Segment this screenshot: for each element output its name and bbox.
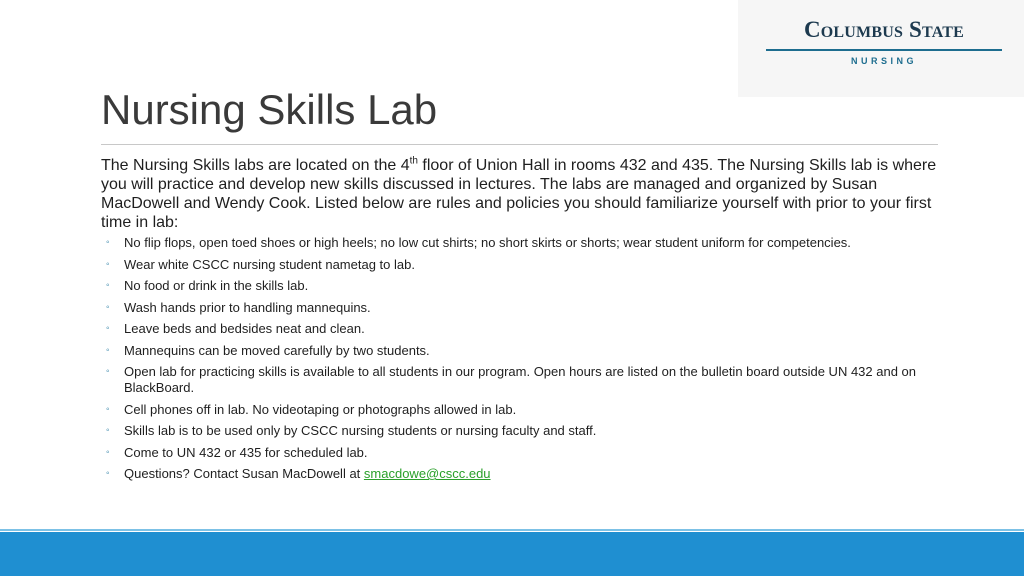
bullet-icon: ◦ (106, 237, 110, 248)
rule-text: No food or drink in the skills lab. (124, 278, 309, 293)
bullet-icon: ◦ (106, 323, 110, 334)
bullet-icon: ◦ (106, 468, 110, 479)
rule-text: Wear white CSCC nursing student nametag to lab. (124, 256, 415, 272)
rule-text: Leave beds and bedsides neat and clean. (124, 321, 365, 336)
list-item (106, 256, 951, 273)
list-item (106, 278, 951, 294)
bullet-icon: ◦ (106, 446, 110, 458)
rule-text: No flip flops, open toed shoes or high heels; no low cut shirts; no short skirts or shorts; wear student uniform for competencies. (124, 235, 851, 250)
title-divider (101, 144, 938, 145)
contact-email-link[interactable]: smacdowe@cscc.edu (363, 466, 491, 481)
slide-title: Nursing Skills Lab (101, 86, 438, 133)
rule-text: Wash hands prior to handling mannequins. (124, 299, 371, 315)
rule-text: Open lab for practicing skills is available to all students in our program. Open hours are listed on the bulletin board outside UN 432 and on BlackBoard. (124, 364, 917, 395)
contact-text: Questions? Contact Susan MacDowell at (124, 466, 364, 481)
logo-name: Columbus State (803, 17, 965, 42)
list-item (106, 235, 951, 251)
list-item (106, 444, 951, 461)
list-item (106, 321, 951, 337)
logo-divider (766, 49, 1002, 51)
list-item (106, 401, 951, 418)
rule-text: Come to UN 432 or 435 for scheduled lab. (124, 444, 368, 460)
contact-item (106, 466, 951, 482)
bullet-icon: ◦ (106, 280, 110, 291)
list-item (106, 364, 951, 396)
logo-subtitle: NURSING (850, 56, 917, 66)
intro-text-start: The Nursing Skills labs are located on the 4 (101, 157, 410, 174)
bullet-icon: ◦ (106, 403, 110, 415)
list-item (106, 423, 951, 439)
logo (738, 0, 1024, 97)
footer-accent-line (0, 529, 1024, 531)
bullet-icon: ◦ (106, 425, 110, 436)
rule-text: Skills lab is to be used only by CSCC nursing students or nursing faculty and staff. (124, 423, 597, 438)
rule-text: Cell phones off in lab. No videotaping or photographs allowed in lab. (124, 401, 517, 417)
intro-paragraph (101, 156, 951, 232)
bullet-icon: ◦ (106, 258, 110, 270)
intro-text-end: floor of Union Hall in rooms 432 and 435. The Nursing Skills lab is where you will practice and develop new skills discussed in lectures. The labs are managed and organized by Susan MacDowell and Wendy Cook. Listed below are rules and policies you should familiarize yourself with prior to your first time in lab: (101, 157, 937, 231)
bullet-icon: ◦ (106, 366, 110, 377)
intro-superscript: th (409, 155, 418, 167)
list-item (106, 342, 951, 359)
slide-body (101, 156, 951, 488)
bullet-icon: ◦ (106, 344, 110, 356)
rules-list (101, 235, 951, 482)
list-item (106, 299, 951, 316)
bullet-icon: ◦ (106, 301, 110, 313)
rule-text: Mannequins can be moved carefully by two students. (124, 342, 430, 358)
footer-bar (0, 532, 1024, 576)
